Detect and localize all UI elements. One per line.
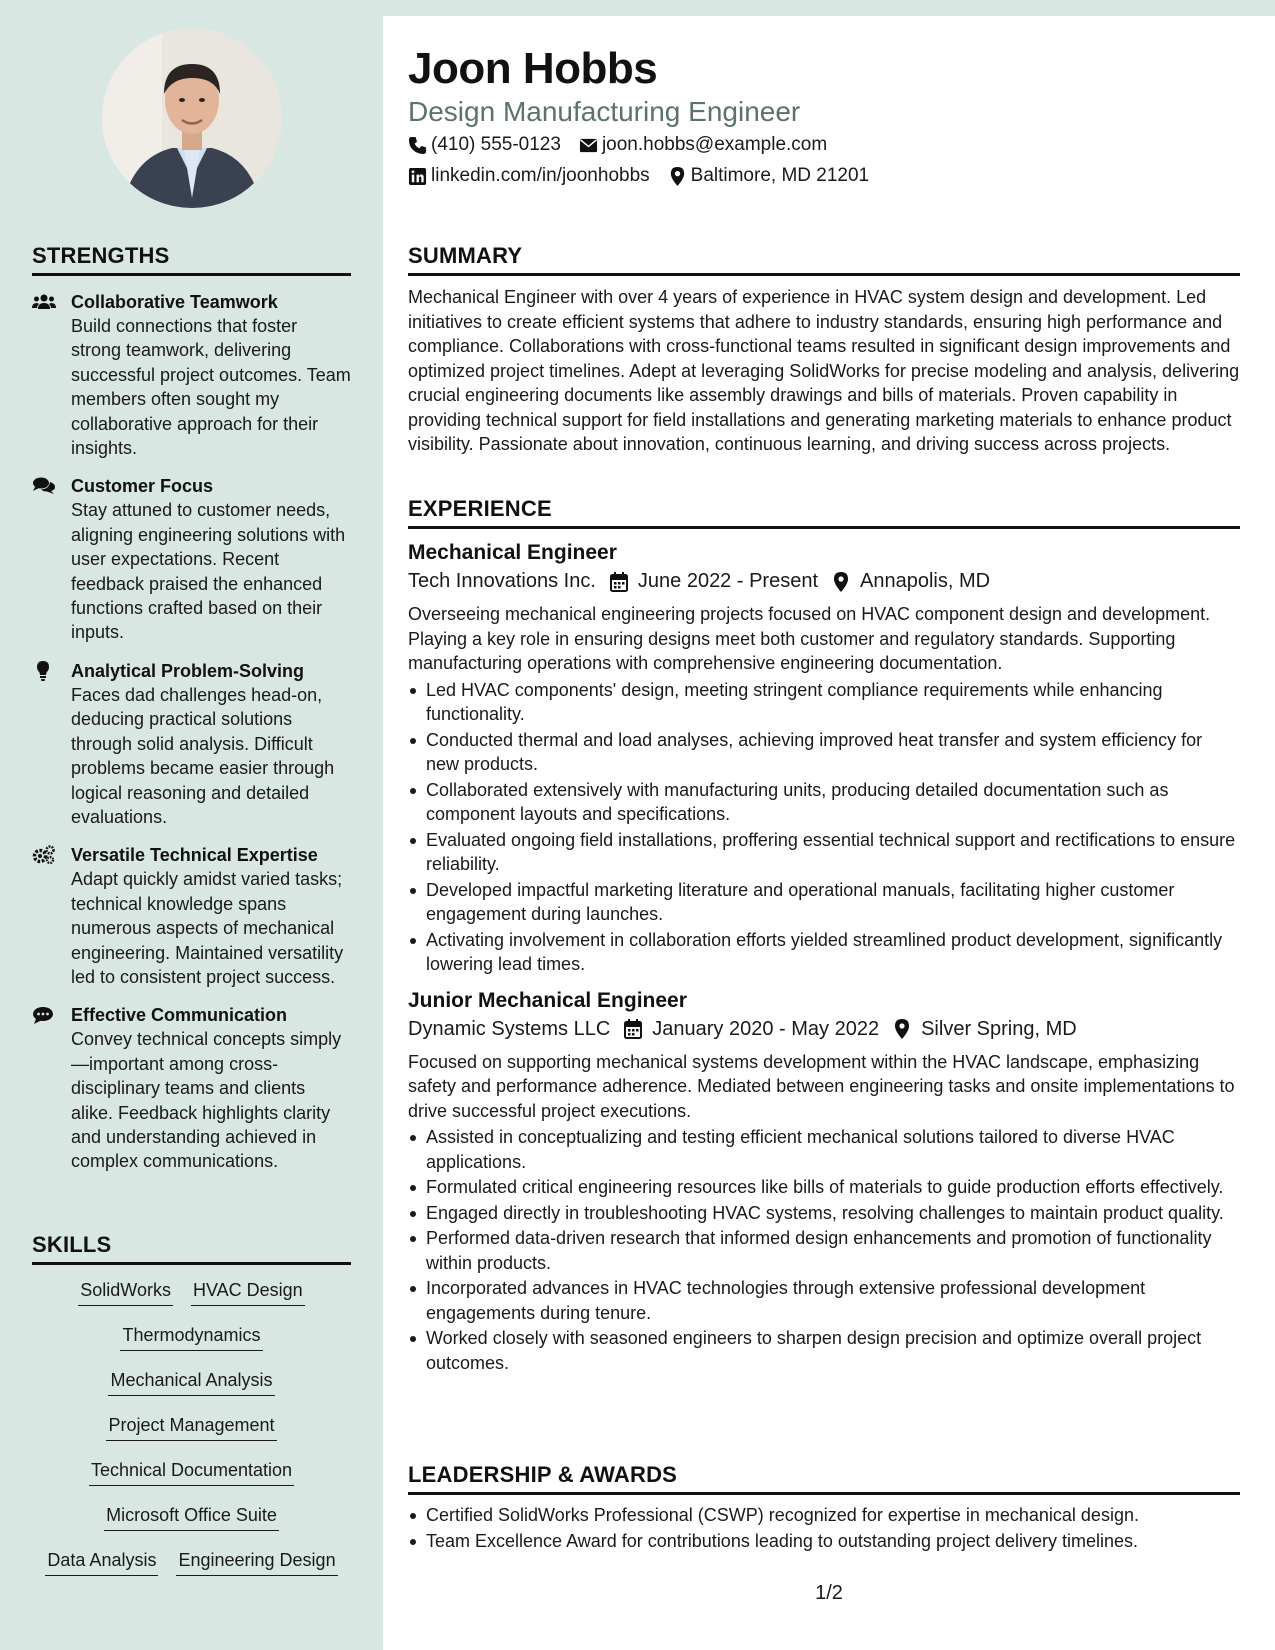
job-bullet: Formulated critical engineering resources like bills of materials to guide production efforts effectively. bbox=[408, 1175, 1240, 1200]
job-location-item bbox=[893, 1018, 1077, 1041]
contact-row bbox=[408, 165, 887, 187]
phone-icon bbox=[408, 136, 427, 155]
strength-title: Effective Communication bbox=[71, 1005, 288, 1026]
skill-tag: HVAC Design bbox=[191, 1277, 305, 1306]
job-desc: Overseeing mechanical engineering projects focused on HVAC component design and development. Playing a key role in ensuring designs meet both customer and regulatory standards. Supporting manufacturing operations with comprehensive engineering documentation. bbox=[408, 604, 1211, 673]
job-dates: January 2020 - May 2022 bbox=[652, 1017, 880, 1040]
skill-tag: Project Management bbox=[106, 1412, 276, 1441]
job-bullet: Evaluated ongoing field installations, proffering essential technical support and rectifications to ensure reliability. bbox=[408, 828, 1240, 877]
candidate-name: Joon Hobbs bbox=[408, 44, 658, 93]
skills-section bbox=[32, 1232, 351, 1592]
calendar-icon bbox=[624, 1019, 642, 1039]
strength-desc: Adapt quickly amidst varied tasks; technical knowledge spans numerous aspects of mechanical engineering. Maintained versatility led to consistent project success. bbox=[71, 869, 344, 987]
job-bullet: Worked closely with seasoned engineers to sharpen design precision and optimize overall project outcomes. bbox=[408, 1326, 1240, 1375]
skill-row bbox=[32, 1547, 351, 1592]
profile-photo-icon bbox=[102, 28, 282, 208]
gears-icon bbox=[32, 843, 71, 989]
awards-heading: LEADERSHIP & AWARDS bbox=[408, 1462, 1240, 1495]
job-location-item bbox=[832, 570, 990, 593]
strength-title: Collaborative Teamwork bbox=[71, 292, 278, 312]
top-strip bbox=[383, 0, 1275, 16]
skill-row bbox=[32, 1457, 351, 1502]
page-number: 1/2 bbox=[815, 1582, 843, 1604]
job-company: Tech Innovations Inc. bbox=[408, 570, 596, 592]
job-bullet: Performed data-driven research that informed design enhancements and promotion of functionality within products. bbox=[408, 1226, 1240, 1275]
job-bullet: Conducted thermal and load analyses, achieving improved heat transfer and system efficiency for new products. bbox=[408, 728, 1240, 777]
strength-title: Versatile Technical Expertise bbox=[71, 845, 318, 866]
linkedin-text: linkedin.com/in/joonhobbs bbox=[431, 165, 650, 186]
job-bullet: Developed impactful marketing literature and operational manuals, facilitating higher customer engagement during launches. bbox=[408, 878, 1240, 927]
job-bullets bbox=[408, 678, 1240, 977]
awards-section bbox=[408, 1462, 1240, 1554]
comment-dots-icon bbox=[32, 1003, 71, 1173]
main-content bbox=[383, 16, 1275, 1650]
award-item: Team Excellence Award for contributions leading to outstanding project delivery timelines. bbox=[408, 1529, 1240, 1554]
job-bullets bbox=[408, 1125, 1240, 1375]
job-bullet: Incorporated advances in HVAC technologies through extensive professional development engagements during tenure. bbox=[408, 1276, 1240, 1325]
skill-tag: Thermodynamics bbox=[120, 1322, 262, 1351]
email-text: joon.hobbs@example.com bbox=[601, 134, 828, 155]
strength-item bbox=[32, 474, 351, 644]
strength-desc: Faces dad challenges head-on, deducing practical solutions through solid analysis. Difficult problems became easier through logical reasoning and detailed evaluations. bbox=[71, 684, 335, 827]
summary-section bbox=[408, 243, 1240, 457]
skill-tag: Data Analysis bbox=[45, 1547, 158, 1576]
skills-heading: SKILLS bbox=[32, 1232, 351, 1265]
linkedin-icon bbox=[408, 167, 427, 186]
skill-row bbox=[32, 1502, 351, 1547]
job-bullet: Led HVAC components' design, meeting stringent compliance requirements while enhancing functionality. bbox=[408, 678, 1240, 727]
strength-item bbox=[32, 1003, 351, 1173]
skill-tag: SolidWorks bbox=[78, 1277, 173, 1306]
envelope-icon bbox=[579, 136, 598, 155]
strength-title: Analytical Problem-Solving bbox=[71, 660, 305, 681]
comments-icon bbox=[32, 474, 71, 644]
skill-row bbox=[32, 1412, 351, 1457]
job-bullet: Collaborated extensively with manufacturing units, producing detailed documentation such as component layouts and specifications. bbox=[408, 778, 1240, 827]
skill-row bbox=[32, 1277, 351, 1322]
skill-tag: Technical Documentation bbox=[89, 1457, 294, 1486]
map-pin-icon bbox=[668, 167, 687, 186]
job-company: Dynamic Systems LLC bbox=[408, 1017, 611, 1040]
skill-tag: Mechanical Analysis bbox=[108, 1367, 274, 1396]
linkedin-contact[interactable] bbox=[408, 165, 650, 187]
strengths-section bbox=[32, 243, 351, 1188]
skill-row bbox=[32, 1367, 351, 1412]
award-item: Certified SolidWorks Professional (CSWP) recognized for expertise in mechanical design. bbox=[408, 1503, 1240, 1528]
phone-contact bbox=[408, 134, 561, 156]
job-role: Mechanical Engineer bbox=[408, 541, 617, 564]
strength-item bbox=[32, 290, 351, 460]
job-bullet: Engaged directly in troubleshooting HVAC systems, resolving challenges to maintain product quality. bbox=[408, 1201, 1240, 1226]
job-entry bbox=[408, 539, 1240, 977]
job-meta bbox=[408, 570, 1240, 593]
strengths-heading: STRENGTHS bbox=[32, 243, 351, 276]
strength-item bbox=[32, 843, 351, 989]
summary-text: Mechanical Engineer with over 4 years of experience in HVAC system design and development. Led initiatives to create efficient systems that adhere to industry standards, ensuring high performance and compliance. Collaborations with cross-functional teams resulted in significant design improvements and optimized project timelines. Adept at leveraging SolidWorks for precise modeling and analysis, delivering crucial engineering documents like assembly drawings and bills of materials. Proven capability in providing technical support for field installations and generating marketing materials to enhance product visibility. Passionate about innovation, continuous learning, and driving success across projects. bbox=[408, 287, 1240, 454]
job-dates: June 2022 - Present bbox=[637, 570, 819, 592]
strength-desc: Stay attuned to customer needs, aligning engineering solutions with user expectations. Recent feedback praised the enhanced functions crafted based on their inputs. bbox=[71, 500, 346, 643]
job-desc: Focused on supporting mechanical systems development within the HVAC landscape, emphasizing safety and performance adherence. Mediated between engineering tasks and onsite implementations to drive successful project executions. bbox=[408, 1051, 1235, 1121]
strength-desc: Build connections that foster strong teamwork, delivering successful project outcomes. Team members often sought my collaborative approach for their insights. bbox=[71, 316, 351, 459]
job-meta bbox=[408, 1018, 1240, 1041]
skill-tag: Engineering Design bbox=[176, 1547, 337, 1576]
map-pin-icon bbox=[832, 572, 850, 592]
job-dates-item bbox=[610, 570, 818, 593]
sidebar bbox=[0, 0, 383, 1650]
location-contact bbox=[668, 165, 869, 187]
job-location: Annapolis, MD bbox=[860, 570, 991, 592]
experience-heading: EXPERIENCE bbox=[408, 496, 1240, 529]
strength-item bbox=[32, 659, 351, 829]
summary-heading: SUMMARY bbox=[408, 243, 1240, 276]
phone-text: (410) 555-0123 bbox=[431, 134, 561, 155]
job-bullet: Activating involvement in collaboration efforts yielded streamlined product development, significantly lowering lead times. bbox=[408, 928, 1240, 977]
experience-section bbox=[408, 496, 1240, 1376]
candidate-title: Design Manufacturing Engineer bbox=[408, 96, 801, 127]
job-location: Silver Spring, MD bbox=[921, 1017, 1077, 1040]
users-icon bbox=[32, 290, 71, 460]
location-text: Baltimore, MD 21201 bbox=[690, 165, 870, 186]
skill-row bbox=[32, 1322, 351, 1367]
awards-list bbox=[408, 1503, 1240, 1553]
job-role: Junior Mechanical Engineer bbox=[408, 988, 687, 1012]
lightbulb-icon bbox=[32, 659, 71, 829]
job-dates-item bbox=[624, 1018, 879, 1041]
avatar bbox=[102, 28, 282, 208]
strength-desc: Convey technical concepts simply—important among cross-disciplinary teams and clients alike. Feedback highlights clarity and understanding achieved in complex communications. bbox=[71, 1029, 342, 1172]
map-pin-icon bbox=[893, 1019, 911, 1039]
calendar-icon bbox=[610, 572, 628, 592]
email-contact[interactable] bbox=[579, 134, 827, 156]
contact-row bbox=[408, 134, 845, 156]
strength-title: Customer Focus bbox=[71, 476, 214, 497]
job-bullet: Assisted in conceptualizing and testing efficient mechanical solutions tailored to diverse HVAC applications. bbox=[408, 1125, 1240, 1174]
job-entry bbox=[408, 987, 1240, 1376]
skill-tag: Microsoft Office Suite bbox=[104, 1502, 279, 1531]
